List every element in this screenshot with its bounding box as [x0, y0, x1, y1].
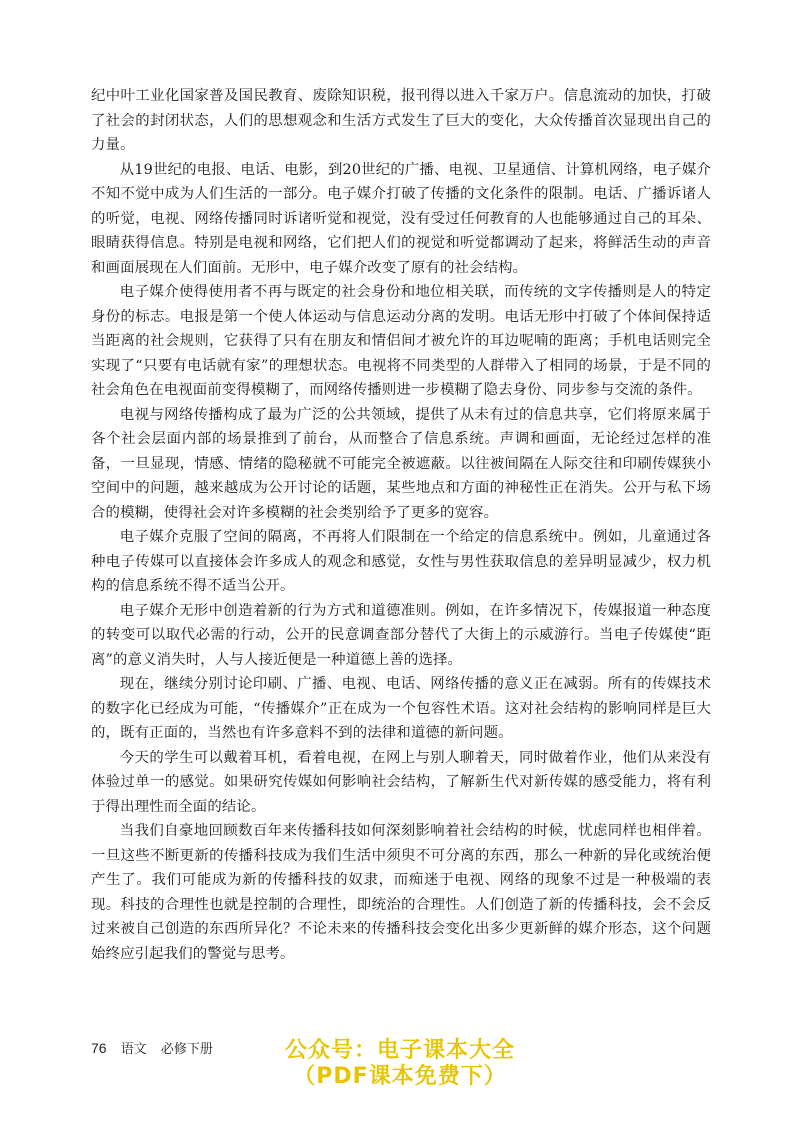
paragraph-2: 从19世纪的电报、电话、电影，到20世纪的广播、电视、卫星通信、计算机网络，电子媒介不知不觉中成为人们生活的一部分。电子媒介打破了传播的文化条件的限制。电话、广播诉诸人的听觉，电视、网络传播同时诉诸听觉和视觉，没有受过任何教育的人也能够通过自己的耳朵、眼睛获得信息。特别是电视和网络，它们把人们的视觉和听觉都调动了起来，将鲜活生动的声音和画面展现在人们面前。无形中，电子媒介改变了原有的社会结构。 [91, 161, 711, 276]
watermark-line-2: （PDF课本免费下） [293, 1064, 507, 1089]
page-body [91, 84, 711, 966]
paragraph-5: 电子媒介克服了空间的隔离，不再将人们限制在一个给定的信息系统中。例如，儿童通过各种电子传媒可以直接体会许多成人的观念和感觉，女性与男性获取信息的差异明显减少，权力机构的信息系统不得不适当公开。 [91, 529, 711, 594]
paragraph-8: 今天的学生可以戴着耳机，看着电视，在网上与别人聊着天，同时做着作业，他们从来没有体验过单一的感觉。如果研究传媒如何影响社会结构，了解新生代对新传媒的感受能力，将有利于得出理性而全面的结论。 [91, 749, 711, 815]
volume-title: 必修下册 [160, 1042, 213, 1057]
page-footer [91, 1038, 213, 1057]
page-number: 76 [91, 1040, 107, 1056]
watermark [270, 1038, 530, 1090]
paragraph-3: 电子媒介使得使用者不再与既定的社会身份和地位相关联，而传统的文字传播则是人的特定身份的标志。电报是第一个使人体运动与信息运动分离的发明。电话无形中打破了个体间保持适当距离的社会规则，它获得了只有在朋友和情侣间才被允许的耳边呢喃的距离；手机电话则完全实现了“只要有电话就有家”的理想状态。电视将不同类型的人群带入了相同的场景，于是不同的社会角色在电视面前变得模糊了，而网络传播则进一步模糊了隐去身份、同步参与交流的条件。 [91, 284, 711, 398]
paragraph-4: 电视与网络传播构成了最为广泛的公共领域，提供了从未有过的信息共享，它们将原来属于各个社会层面内部的场景推到了前台，从而整合了信息系统。声调和画面，无论经过怎样的准备，一旦显现，情感、情绪的隐秘就不可能完全被遮蔽。以往被间隔在人际交往和印刷传媒狭小空间中的问题，越来越成为公开讨论的话题，某些地点和方面的神秘性正在消失。公开与私下场合的模糊，使得社会对许多模糊的社会类别给予了更多的宽容。 [91, 406, 711, 521]
paragraph-1: 纪中叶工业化国家普及国民教育、废除知识税，报刊得以进入千家万户。信息流动的加快，打破了社会的封闭状态，人们的思想观念和生活方式发生了巨大的变化，大众传播首次显现出自己的力量。 [91, 88, 711, 153]
paragraph-7: 现在，继续分别讨论印刷、广播、电视、电话、网络传播的意义正在减弱。所有的传媒技术的数字化已经成为可能，“传播媒介”正在成为一个包容性术语。这对社会结构的影响同样是巨大的，既有正面的，当然也有许多意料不到的法律和道德的新问题。 [91, 676, 711, 741]
book-title: 语文 [120, 1042, 147, 1057]
paragraph-6: 电子媒介无形中创造着新的行为方式和道德准则。例如，在许多情况下，传媒报道一种态度的转变可以取代必需的行动，公开的民意调查部分替代了大街上的示威游行。当电子传媒使“距离”的意义消失时，人与人接近便是一种道德上善的选择。 [91, 602, 711, 668]
watermark-line-1: 公众号：电子课本大全 [284, 1038, 515, 1063]
paragraph-9: 当我们自豪地回顾数百年来传播科技如何深刻影响着社会结构的时候，忧虑同样也相伴着。一旦这些不断更新的传播科技成为我们生活中须臾不可分离的东西，那么一种新的异化或统治便产生了。我们可能成为新的传播科技的奴隶，而痴迷于电视、网络的现象不过是一种极端的表现。科技的合理性也就是控制的合理性，即统治的合理性。人们创造了新的传播科技，会不会反过来被自己创造的东西所异化？不论未来的传播科技会变化出多少更新鲜的媒介形态，这个问题始终应引起我们的警觉与思考。 [91, 823, 711, 962]
